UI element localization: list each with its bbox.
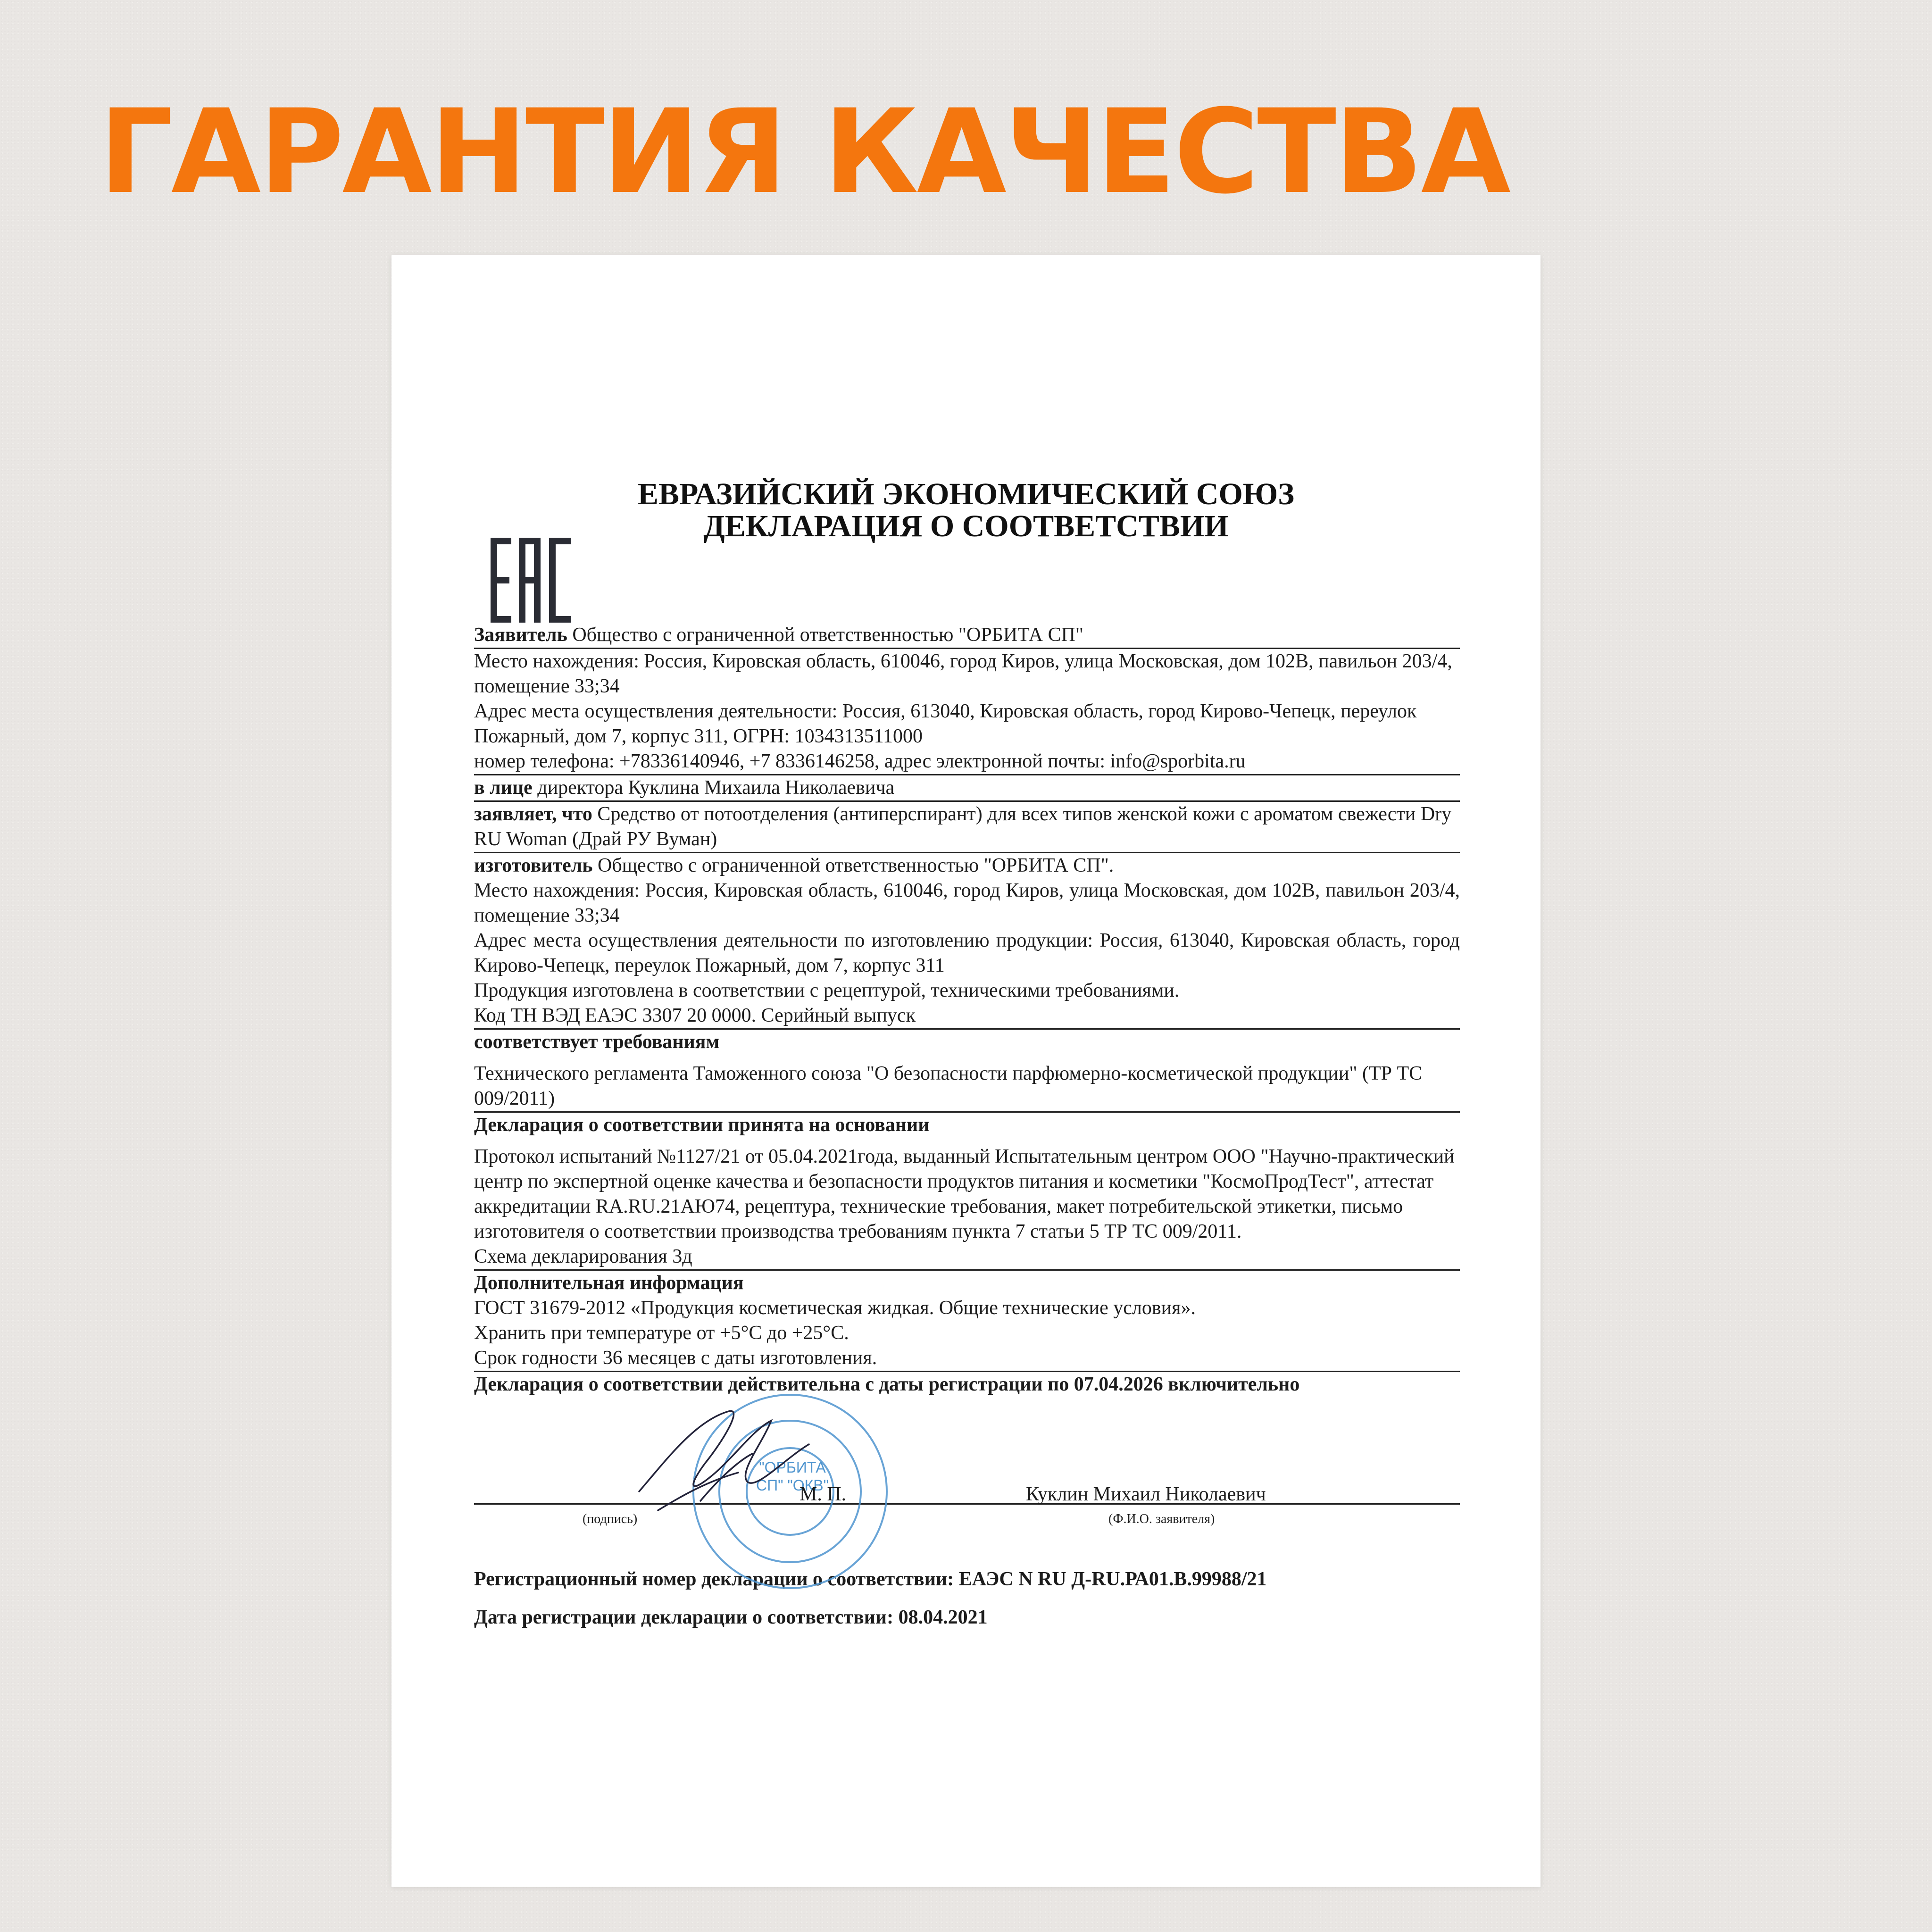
requirements-text: Технического регламента Таможенного союза "О безопасности парфюмерно-косметической продукции" (ТР ТС 009/2011) <box>474 1063 1423 1109</box>
basis-section <box>474 1113 1460 1271</box>
declaration-document <box>391 255 1541 1887</box>
declaration-scheme: Схема декларирования 3д <box>474 1246 692 1267</box>
extra-info-gost: ГОСТ 31679-2012 «Продукция косметическая жидкая. Общие технические условия». <box>474 1297 1196 1319</box>
signature-caption: (подпись) <box>583 1512 638 1526</box>
manufacturer-production: Продукция изготовлена в соответствии с рецептурой, техническими требованиями. <box>474 980 1180 1001</box>
extra-info-shelf-life: Срок годности 36 месяцев с даты изготовления. <box>474 1347 877 1369</box>
applicant-name: Общество с ограниченной ответственностью "ОРБИТА СП" <box>572 624 1084 646</box>
document-body <box>474 623 1460 1630</box>
extra-info-section <box>474 1271 1460 1372</box>
extra-info-label: Дополнительная информация <box>474 1272 744 1294</box>
signature-block <box>474 1397 1460 1524</box>
applicant-label: Заявитель <box>474 624 567 646</box>
validity-section <box>474 1372 1460 1397</box>
basis-label: Декларация о соответствии принята на основании <box>474 1114 930 1136</box>
manufacturer-address: Адрес места осуществления деятельности по изготовлению продукции: Россия, 613040, Кировская область, город Кирово-Чепецк, переулок Пожарный, дом 7, корпус 311 <box>474 930 1460 976</box>
applicant-location: Место нахождения: Россия, Кировская область, 610046, город Киров, улица Московская, дом 102В, павильон 203/4, помещение 33;34 <box>474 650 1452 697</box>
registration-date: Дата регистрации декларации о соответствии: 08.04.2021 <box>474 1607 988 1628</box>
manufacturer-label: изготовитель <box>474 855 593 876</box>
applicant-activity-address: Адрес места осуществления деятельности: Россия, 613040, Кировская область, город Кирово-Чепецк, переулок Пожарный, дом 7, корпус 311, ОГРН: 1034313511000 <box>474 700 1417 747</box>
product-section <box>474 802 1460 853</box>
manufacturer-name: Общество с ограниченной ответственностью "ОРБИТА СП". <box>598 855 1114 876</box>
full-name-caption: (Ф.И.О. заявителя) <box>1108 1512 1215 1526</box>
product-name: Средство от потоотделения (антиперспирант) для всех типов женской кожи с ароматом свежести Dry RU Woman (Драй РУ Вуман) <box>474 803 1452 850</box>
signature-icon <box>630 1402 828 1520</box>
manufacturer-code: Код ТН ВЭД ЕАЭС 3307 20 0000. Серийный выпуск <box>474 1005 916 1026</box>
validity-text: Декларация о соответствии действительна с даты регистрации по 07.04.2026 включительно <box>474 1374 1300 1395</box>
requirements-section <box>474 1030 1460 1113</box>
document-title-line-1: ЕВРАЗИЙСКИЙ ЭКОНОМИЧЕСКИЙ СОЮЗ <box>637 477 1295 511</box>
declares-label: заявляет, что <box>474 803 592 825</box>
stamp-text: "ОРБИТА СП" "ОКВ" <box>756 1459 829 1494</box>
headline: ГАРАНТИЯ КАЧЕСТВА <box>99 85 1509 220</box>
signature-line <box>474 1503 1460 1505</box>
basis-text: Протокол испытаний №1127/21 от 05.04.2021года, выданный Испытательным центром ООО "Научно-практический центр по экспертной оценке качества и безопасности продуктов питания и косметики "КосмоПродТест", аттестат аккредитации RA.RU.21АЮ74, рецептура, технические требования, макет потребительской этикетки, письмо изготовителя о соответствии производства требованиям пункта 7 статьи 5 ТР ТС 009/2011. <box>474 1146 1455 1242</box>
signer-name: Куклин Михаил Николаевич <box>1026 1483 1266 1505</box>
manufacturer-location: Место нахождения: Россия, Кировская область, 610046, город Киров, улица Московская, дом 102В, павильон 203/4, помещение 33;34 <box>474 880 1460 926</box>
extra-info-temperature: Хранить при температуре от +5°С до +25°С. <box>474 1322 849 1344</box>
representative-name: директора Куклина Михаила Николаевича <box>537 777 895 799</box>
eac-logo-icon <box>491 538 571 623</box>
applicant-contacts-section <box>474 649 1460 775</box>
registration-number: Регистрационный номер декларации о соответствии: ЕАЭС N RU Д-RU.РА01.В.99988/21 <box>474 1568 1267 1590</box>
applicant-section <box>474 623 1460 649</box>
representative-section <box>474 775 1460 802</box>
requirements-label: соответствует требованиям <box>474 1031 720 1053</box>
manufacturer-section <box>474 853 1460 1030</box>
document-title-line-2: ДЕКЛАРАЦИЯ О СООТВЕТСТВИИ <box>703 509 1229 543</box>
representative-label: в лице <box>474 777 533 799</box>
stamp-place-label: М. П. <box>799 1483 847 1505</box>
applicant-phone: номер телефона: +78336140946, +7 8336146258, адрес электронной почты: info@sporbita.ru <box>474 750 1246 772</box>
